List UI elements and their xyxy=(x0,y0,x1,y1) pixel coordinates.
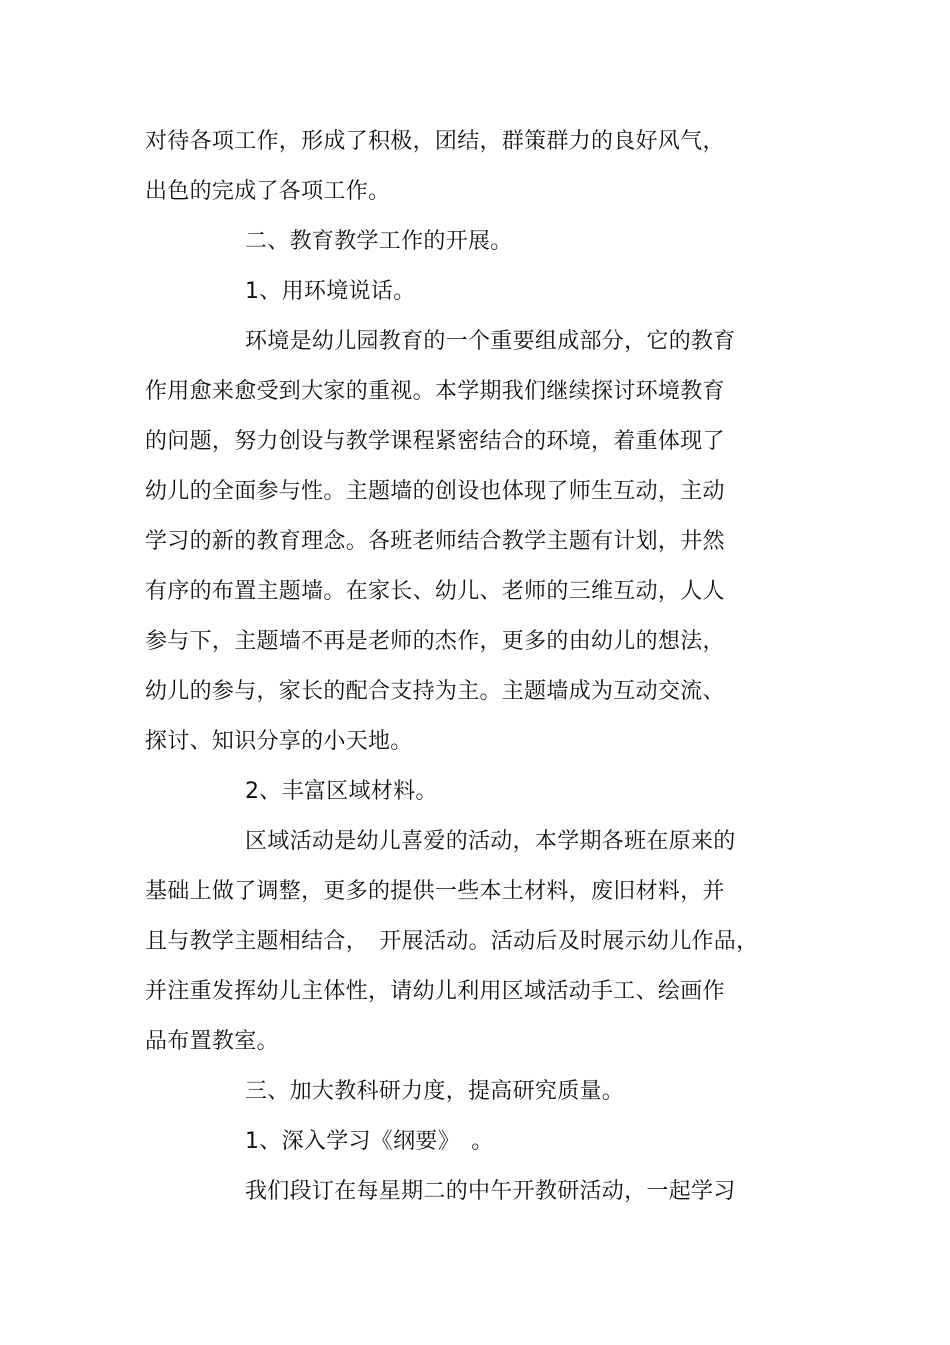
body-text-line: 作用愈来愈受到大家的重视。本学期我们继续探讨环境教育 xyxy=(145,379,725,404)
body-text-line: 幼儿的全面参与性。主题墙的创设也体现了师生互动，主动 xyxy=(145,479,725,504)
body-text-line: 学习的新的教育理念。各班老师结合教学主题有计划，井然 xyxy=(145,529,725,554)
body-text-line: 有序的布置主题墙。在家长、幼儿、老师的三维互动，人人 xyxy=(145,579,725,604)
body-text-line: 并注重发挥幼儿主体性，请幼儿利用区域活动手工、绘画作 xyxy=(145,979,725,1004)
body-text-line: 基础上做了调整，更多的提供一些本土材料，废旧材料，并 xyxy=(145,879,725,904)
paragraph-first-line: 区域活动是幼儿喜爱的活动，本学期各班在原来的 xyxy=(245,829,736,854)
subsection-heading: 2、丰富区域材料。 xyxy=(245,779,438,804)
body-text-line: 幼儿的参与，家长的配合支持为主。主题墙成为互动交流、 xyxy=(145,679,725,704)
section-heading: 三、加大教科研力度，提高研究质量。 xyxy=(245,1079,625,1104)
paragraph-first-line: 环境是幼儿园教育的一个重要组成部分，它的教育 xyxy=(245,329,736,354)
subsection-heading: 1、用环境说话。 xyxy=(245,279,416,304)
body-text-line: 出色的完成了各项工作。 xyxy=(145,179,391,204)
body-text-line: 探讨、知识分享的小天地。 xyxy=(145,729,413,754)
body-text-line: 对待各项工作，形成了积极，团结，群策群力的良好风气， xyxy=(145,129,725,154)
body-text-line: 且与教学主题相结合， 开展活动。活动后及时展示幼儿作品， xyxy=(145,929,759,954)
paragraph-first-line: 我们段订在每星期二的中午开教研活动，一起学习 xyxy=(245,1179,736,1204)
body-text-line: 的问题，努力创设与教学课程紧密结合的环境，着重体现了 xyxy=(145,429,725,454)
subsection-heading: 1、深入学习《纲要》 。 xyxy=(245,1129,494,1154)
section-heading: 二、教育教学工作的开展。 xyxy=(245,229,513,254)
body-text-line: 参与下，主题墙不再是老师的杰作，更多的由幼儿的想法， xyxy=(145,629,725,654)
body-text-line: 品布置教室。 xyxy=(145,1029,279,1054)
